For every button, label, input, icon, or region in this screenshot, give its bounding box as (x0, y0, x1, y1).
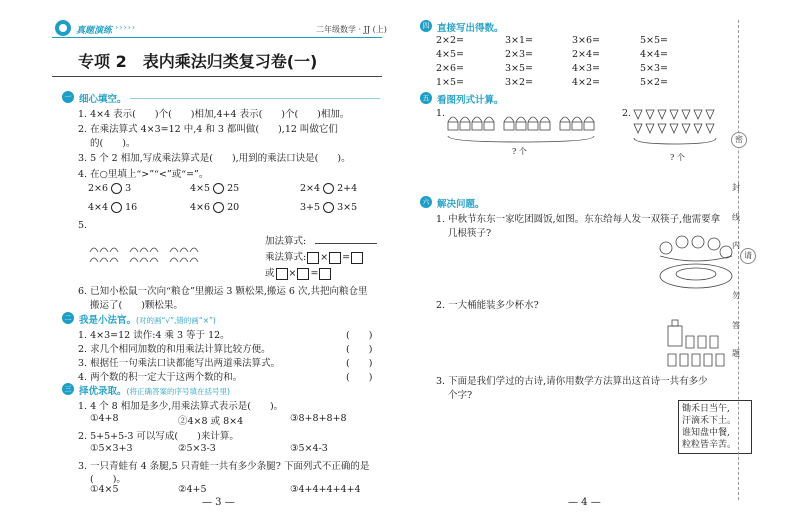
choice-q3-cont: ( )。 (90, 474, 126, 485)
seal-char: 封 (732, 183, 740, 192)
section-title: 看图列式计算。 (437, 95, 504, 106)
section-badge: 一 (62, 91, 74, 103)
fill-q4: 4. 在○里填上“>”“<”或“=”。 (78, 169, 209, 180)
problem-2: 2. 一大桶能装多少杯水? (436, 300, 539, 311)
choice-option[interactable]: ②5×3-3 (178, 443, 216, 454)
calc-item: 5×3= (640, 63, 669, 74)
section-title: 直接写出得数。 (437, 23, 504, 34)
carrots-illustration (632, 104, 722, 154)
seal-char: 密 (731, 132, 747, 148)
page-title: 专项 2 表内乘法归类复习卷(一) (78, 52, 318, 71)
mul-row-alt: 或 × = (265, 265, 332, 280)
fill-q6-cont: 搬运了( )颗松果。 (90, 300, 183, 311)
judge-item: 4. 两个数的积一定大于这两个数的和。 (78, 372, 243, 383)
answer-box[interactable] (329, 252, 341, 264)
calc-item: 4×2= (572, 77, 601, 88)
family-dinner-illustration (656, 234, 736, 294)
calc-item: 2×2= (436, 35, 465, 46)
section-badge: 六 (420, 196, 432, 208)
compare-circle[interactable] (213, 202, 224, 213)
choice-q3: 3. 一只青蛙有 4 条腿,5 只青蛙一共有多少条腿? 下面列式不正确的是 (78, 461, 370, 472)
calc-item: 3×5= (505, 63, 534, 74)
logo-icon (55, 20, 71, 36)
judge-item: 3. 根据任一句乘法口诀都能写出两道乘法算式。 (78, 358, 281, 369)
picture-q2-num: 2. (622, 108, 632, 119)
answer-box[interactable] (307, 252, 319, 264)
poem-line: 谁知盘中餐, (682, 428, 730, 438)
choice-option[interactable]: ②4×8 或 8×4 (178, 416, 244, 427)
water-bucket-cups-illustration (664, 316, 734, 370)
choice-option[interactable]: ②4+5 (178, 484, 207, 495)
fill-q1: 1. 4×4 表示( )个( )相加,4+4 表示( )个( )相加。 (78, 109, 350, 120)
seal-line (738, 20, 740, 500)
problem-1: 1. 中秋节东东一家吃团圆饭,如图。东东给每人发一双筷子,他需要拿 (436, 214, 721, 225)
answer-box[interactable] (351, 252, 363, 264)
calc-item: 2×4= (572, 49, 601, 60)
section-badge: 四 (420, 20, 432, 32)
calc-item: 3×6= (572, 35, 601, 46)
compare-item: 4×5 25 (190, 183, 240, 194)
choice-option[interactable]: ①5×3+3 (90, 443, 133, 454)
calc-item: 4×3= (572, 63, 601, 74)
compare-circle[interactable] (111, 183, 122, 194)
series-arrows: ››››› (115, 23, 136, 32)
answer-box[interactable] (276, 268, 288, 280)
add-label: 加法算式: (265, 236, 307, 247)
duck-groups-illustration (88, 238, 238, 268)
section-badge: 五 (420, 92, 432, 104)
add-answer-line[interactable] (315, 243, 377, 244)
fill-q3: 3. 5 个 2 相加,写成乘法算式是( ),用到的乘法口诀是( )。 (78, 153, 351, 164)
picture-q1-num: 1. (436, 108, 446, 119)
seal-char: 线 (732, 213, 740, 222)
seal-char: 题 (732, 349, 740, 358)
header-rule (52, 37, 382, 38)
picture-q2-label: ? 个 (670, 153, 685, 162)
calc-item: 3×2= (505, 77, 534, 88)
choice-option[interactable]: ①4+8 (90, 413, 119, 424)
calc-item: 5×5= (640, 35, 669, 46)
calc-item: 4×4= (640, 49, 669, 60)
poem-line: 粒粒皆辛苦。 (682, 440, 737, 450)
fill-q2: 2. 在乘法算式 4×3=12 中,4 和 3 都叫做( ),12 叫做它们 (78, 124, 338, 135)
calc-item: 4×5= (436, 49, 465, 60)
fill-q6: 6. 已知小松鼠一次向“粮仓”里搬运 3 颗松果,搬运 6 次,共把向粮仓里 (78, 286, 368, 297)
problem-3: 3. 下面是我们学过的古诗,请你用数学方法算出这首诗一共有多少 (436, 376, 708, 387)
choice-option[interactable]: ①4×5 (90, 484, 119, 495)
compare-item: 2×6 3 (88, 183, 132, 194)
poem-box (678, 400, 752, 454)
section-title: 我是小法官。(对的画“√”,错的画“×”) (79, 315, 216, 326)
choice-q1: 1. 4 个 8 相加是多少,用乘法算式表示是( )。 (78, 401, 284, 412)
answer-box[interactable] (297, 268, 309, 280)
mul-row: 乘法算式: × = (265, 249, 364, 264)
grade-label: 二年级数学 · JJ (上) (316, 25, 387, 34)
series-label: 真题演练 (76, 26, 113, 36)
choice-option[interactable]: ③8+8+8+8 (290, 413, 347, 424)
judge-item: 2. 求几个相同加数的和用乘法计算比较方便。 (78, 344, 271, 355)
section-rule (130, 98, 380, 99)
compare-item: 3+5 3×5 (300, 202, 358, 213)
judge-blank[interactable]: ( ) (346, 372, 373, 383)
section-title: 择优录取。(将正确答案的序号填在括号里) (79, 386, 230, 397)
problem-1-cont: 几根筷子? (448, 228, 492, 239)
fill-q2-cont: 的( )。 (90, 138, 136, 149)
choice-option[interactable]: ③4+4+4+4+4 (290, 484, 361, 495)
compare-item: 4×6 20 (190, 202, 240, 213)
calc-item: 2×6= (436, 63, 465, 74)
picture-q1-label: ? 个 (512, 147, 527, 156)
compare-item: 4×4 16 (88, 202, 138, 213)
compare-circle[interactable] (111, 202, 122, 213)
section-badge: 三 (62, 383, 74, 395)
seal-char: 内 (732, 241, 740, 250)
compare-circle[interactable] (213, 183, 224, 194)
judge-blank[interactable]: ( ) (346, 344, 373, 355)
fill-q5: 5. (78, 220, 88, 231)
cakes-illustration (446, 108, 596, 148)
poem-line: 锄禾日当午, (682, 404, 730, 414)
choice-option[interactable]: ③5×4-3 (290, 443, 328, 454)
choice-q2: 2. 5+5+5-3 可以写成( )来计算。 (78, 431, 239, 442)
poem-line: 汗滴禾下土。 (682, 416, 737, 426)
problem-3-cont: 个字? (448, 390, 473, 401)
seal-char: 勿 (732, 291, 740, 300)
judge-item: 1. 4×3=12 读作:4 乘 3 等于 12。 (78, 330, 230, 341)
compare-circle[interactable] (323, 202, 334, 213)
section-badge: 二 (62, 312, 74, 324)
seal-char: 请 (740, 248, 756, 264)
seal-char: 答 (732, 321, 740, 330)
calc-item: 5×2= (640, 77, 669, 88)
section-title: 细心填空。 (79, 94, 127, 105)
judge-blank[interactable]: ( ) (346, 330, 373, 341)
compare-item: 2×4 2+4 (300, 183, 358, 194)
judge-blank[interactable]: ( ) (346, 358, 373, 369)
compare-circle[interactable] (323, 183, 334, 194)
section-title: 解决问题。 (437, 199, 485, 210)
calc-item: 3×1= (505, 35, 534, 46)
calc-item: 1×5= (436, 77, 465, 88)
title-rule (52, 76, 382, 77)
answer-box[interactable] (319, 268, 331, 280)
calc-item: 2×3= (505, 49, 534, 60)
page-number: — 3 — (202, 497, 235, 508)
page-number: — 4 — (568, 497, 601, 508)
